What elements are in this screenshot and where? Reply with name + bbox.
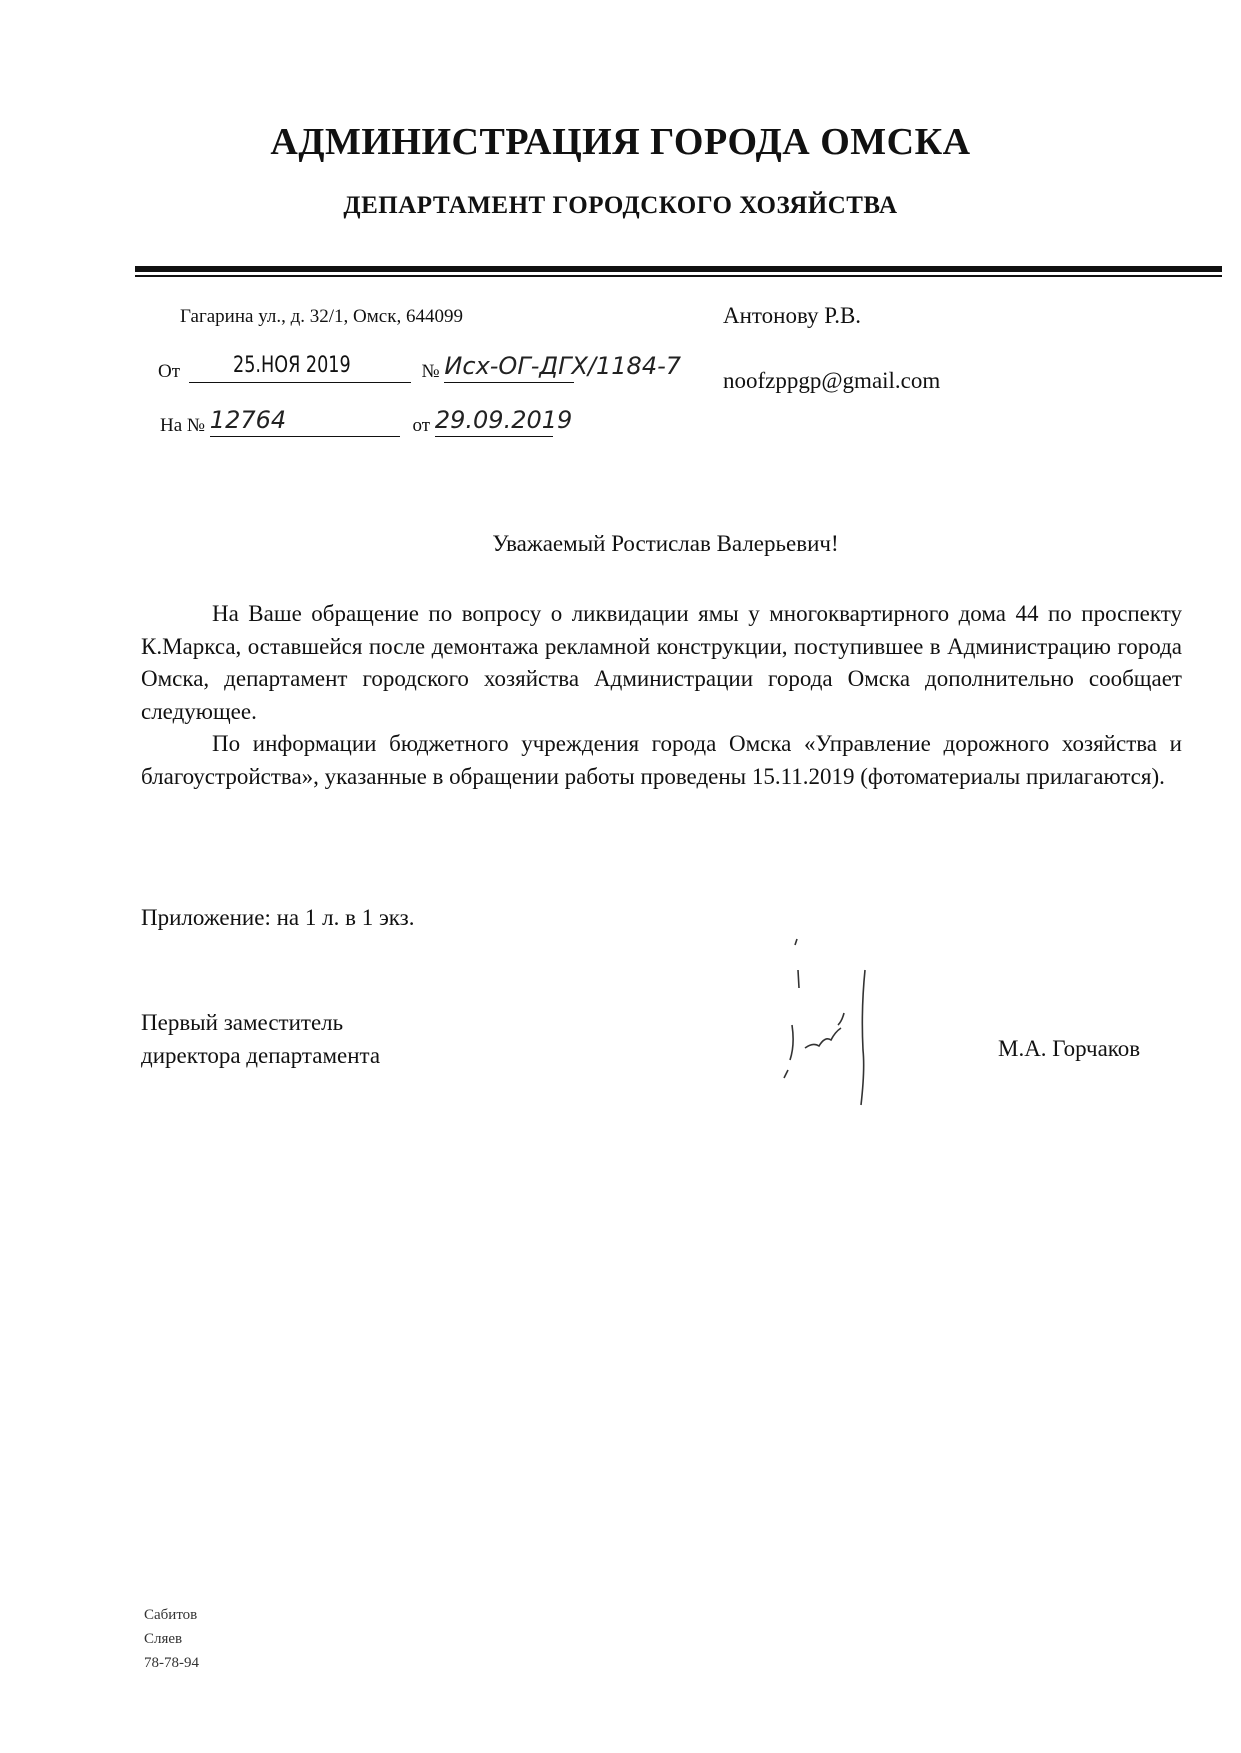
letter-body	[141, 598, 1182, 794]
body-paragraph: По информации бюджетного учреждения города Омска «Управление дорожного хозяйства и благоустройства», указанные в обращении работы проведены 15.11.2019 (фотоматериалы прилагаются).	[141, 731, 1182, 789]
reply-date-label: от	[412, 415, 431, 436]
reply-date-field	[434, 406, 573, 437]
reply-date: 29.09.2019	[434, 406, 573, 434]
header-rule-thick	[135, 266, 1222, 272]
footer-phone: 78-78-94	[144, 1655, 199, 1671]
from-date-stamp: 25.НОЯ 2019	[232, 353, 351, 378]
outgoing-number: Исх-ОГ-ДГХ/1184-7	[444, 352, 682, 380]
signer-name: М.А. Горчаков	[998, 1036, 1141, 1061]
handwritten-signature	[770, 930, 900, 1110]
position-line-2: директора департамента	[141, 1043, 381, 1068]
recipient-email: noofzppgp@gmail.com	[723, 368, 941, 393]
recipient-name: Антонову Р.В.	[723, 303, 862, 328]
reply-number: 12764	[209, 406, 287, 434]
footer-executor-1: Сабитов	[144, 1607, 198, 1623]
from-label: От	[158, 361, 181, 382]
from-line	[158, 352, 682, 383]
greeting: Уважаемый Ростислав Валерьевич!	[492, 531, 839, 556]
footer-executor-2: Сляев	[144, 1631, 183, 1647]
reply-line	[160, 406, 573, 437]
header-rule-thin	[135, 275, 1222, 277]
number-field	[444, 352, 682, 383]
sender-address: Гагарина ул., д. 32/1, Омск, 644099	[180, 306, 463, 327]
department-title: ДЕПАРТАМЕНТ ГОРОДСКОГО ХОЗЯЙСТВА	[343, 192, 898, 219]
position-line-1: Первый заместитель	[141, 1010, 344, 1035]
number-label: №	[421, 361, 440, 382]
executor-footer	[144, 1603, 199, 1675]
reply-label: На №	[160, 415, 206, 436]
signer-position	[141, 1006, 380, 1072]
reply-number-field	[209, 406, 400, 437]
body-paragraph: На Ваше обращение по вопросу о ликвидации ямы у многоквартирного дома 44 по проспекту К.Маркса, оставшейся после демонтажа рекламной конструкции, поступившее в Администрацию города Омска, департамент городского хозяйства Администрации города Омска дополнительно сообщает следующее.	[141, 601, 1182, 724]
from-date-field	[189, 353, 411, 383]
attachment-note: Приложение: на 1 л. в 1 экз.	[141, 905, 415, 930]
organization-title: АДМИНИСТРАЦИЯ ГОРОДА ОМСКА	[270, 121, 971, 163]
